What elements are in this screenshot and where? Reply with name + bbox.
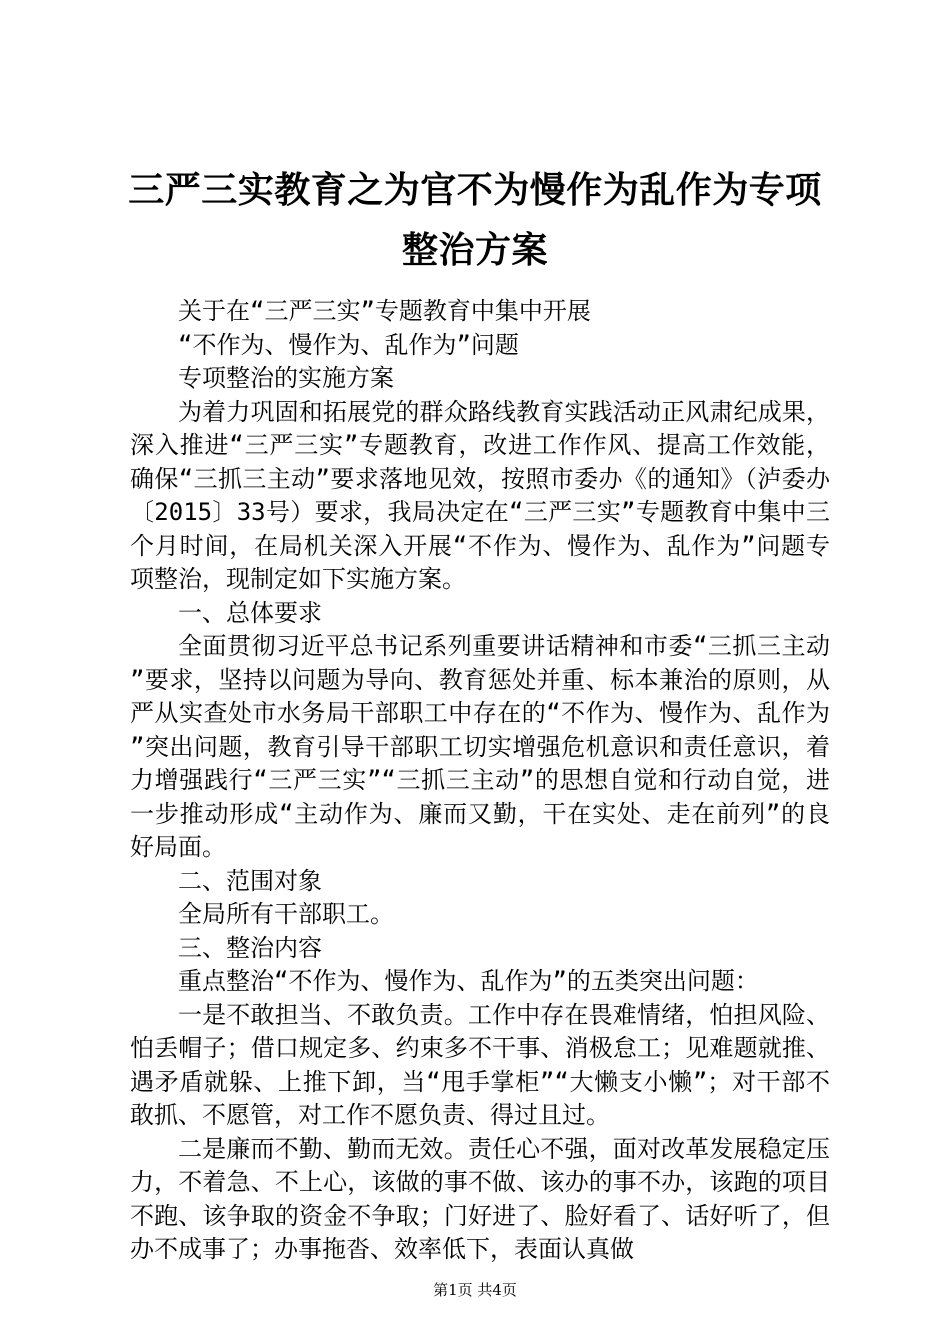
item-paragraph-1: 一是不敢担当、不敢负责。工作中存在畏难情绪，怕担风险、怕丢帽子；借口规定多、约束多不干事、消极怠工；见难题就推、遇矛盾就躲、上推下卸，当“甩手掌柜”“大懒支小懒”；对干部不敢抓、不愿管，对工作不愿负责、得过且过。 xyxy=(130,1000,830,1129)
page-number-footer: 第1页 共4页 xyxy=(433,1281,517,1299)
document-body xyxy=(130,295,830,1267)
subtitle-line-3: 专项整治的实施方案 xyxy=(178,364,394,392)
section-heading-2: 二、范围对象 xyxy=(178,866,322,895)
section-paragraph-2: 全局所有干部职工。 xyxy=(178,900,394,928)
section-heading-1: 一、总体要求 xyxy=(178,598,322,627)
item-paragraph-2: 二是廉而不勤、勤而无效。责任心不强，面对改革发展稳定压力，不着急、不上心，该做的事不做、该办的事不办，该跑的项目不跑、该争取的资金不争取；门好进了、脸好看了、话好听了，但办不成事了；办事拖沓、效率低下，表面认真做 xyxy=(130,1134,830,1263)
section-paragraph-1: 全面贯彻习近平总书记系列重要讲话精神和市委“三抓三主动”要求，坚持以问题为导向、教育惩处并重、标本兼治的原则，从严从实查处市水务局干部职工中存在的“不作为、慢作为、乱作为”突出问题，教育引导干部职工切实增强危机意识和责任意识，着力增强践行“三严三实”“三抓三主动”的思想自觉和行动自觉，进一步推动形成“主动作为、廉而又勤，干在实处、走在前列”的良好局面。 xyxy=(130,632,830,861)
section-heading-3: 三、整治内容 xyxy=(178,933,322,962)
subtitle-line-1: 关于在“三严三实”专题教育中集中开展 xyxy=(178,297,591,325)
intro-paragraph: 为着力巩固和拓展党的群众路线教育实践活动正风肃纪成果，深入推进“三严三实”专题教育，改进工作作风、提高工作效能，确保“三抓三主动”要求落地见效，按照市委办《的通知》（泸委办〔2015〕33号）要求，我局决定在“三严三实”专题教育中集中三个月时间，在局机关深入开展“不作为、慢作为、乱作为”问题专项整治，现制定如下实施方案。 xyxy=(130,397,830,593)
section-paragraph-3: 重点整治“不作为、慢作为、乱作为”的五类突出问题： xyxy=(178,967,759,995)
subtitle-line-2: “不作为、慢作为、乱作为”问题 xyxy=(178,330,519,359)
document-title: 三严三实教育之为官不为慢作为乱作为专项整治方案 xyxy=(128,169,822,271)
